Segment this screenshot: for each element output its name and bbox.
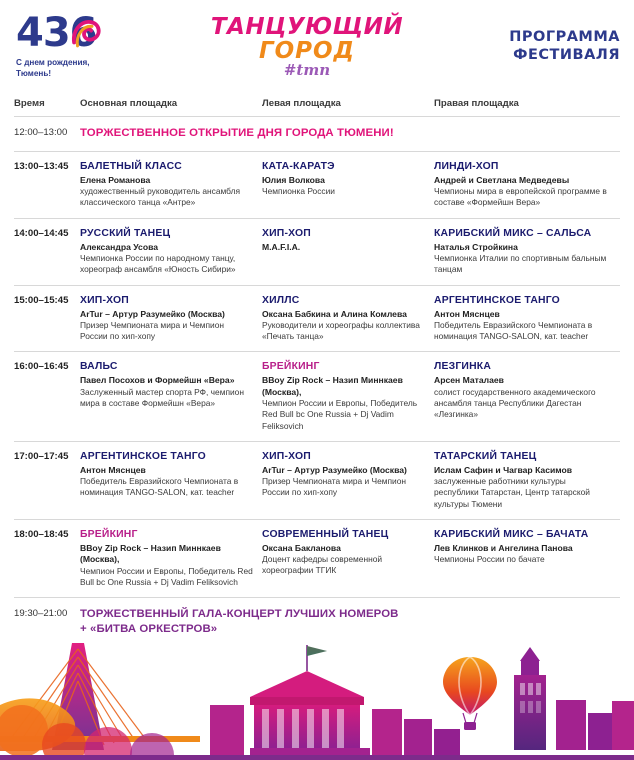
event-performer: BBoy Zip Rock – Назип Миннкаев (Москва),: [80, 542, 221, 565]
table-row: [14, 520, 620, 598]
table-row: [14, 152, 620, 219]
row-time: 17:00–17:45: [14, 450, 69, 462]
logo-subtitle-line2: Тюмень!: [16, 68, 52, 78]
event-description: Заслуженный мастер спорта РФ, чемпион мира в составе Формейшн «Вера»: [80, 386, 244, 408]
building: [372, 709, 402, 760]
poster-header: [0, 0, 634, 92]
event-title: БРЕЙКИНГ: [262, 361, 320, 373]
row-right-stage: [434, 528, 620, 588]
event-title: РУССКИЙ ТАНЕЦ: [80, 227, 171, 239]
opening-ceremony-row: [14, 117, 620, 152]
row-left-stage: [262, 450, 434, 510]
event-performer: Юлия Волкова: [262, 174, 325, 185]
row-left-stage: [262, 227, 434, 276]
event-description: Призер Чемпионата мира и Чемпион России по хип-хопу: [262, 476, 407, 498]
building: [556, 700, 586, 750]
event-description: Чемпионка Италии по спортивным бальным танцам: [434, 253, 607, 275]
event-description: Чемпионы мира в европейской программе в составе «Формейшн Вера»: [434, 186, 607, 208]
event-title: АРГЕНТИНСКОЕ ТАНГО: [80, 450, 206, 462]
row-time: 18:00–18:45: [14, 528, 69, 540]
program-heading-line2: ФЕСТИВАЛЯ: [513, 47, 620, 63]
event-description: заслуженные работники культуры республики Татарстан, Центр татарской культуры Тюмени: [434, 476, 590, 509]
gala-time: 19:30–21:00: [14, 608, 68, 620]
row-time: 15:00–15:45: [14, 294, 69, 306]
table-header-row: [14, 92, 620, 117]
row-time: 16:00–16:45: [14, 361, 69, 373]
event-description: Чемпионка России по народному танцу, хореограф ансамбля «Юность Сибири»: [80, 253, 236, 275]
row-right-stage: [434, 227, 620, 276]
event-performer: Наталья Стройкина: [434, 241, 518, 252]
event-performer: ArTur – Артур Разумейко (Москва): [80, 308, 225, 319]
row-left-stage: [262, 360, 434, 431]
event-description: Чемпион России и Европы, Победитель Red Bull bc One Russia + Dj Vadim Feliksovich: [80, 565, 253, 587]
event-description: Чемпионка России: [262, 186, 335, 197]
classical-building: [250, 645, 370, 760]
swirl-icon: [69, 17, 103, 51]
tower-building: [514, 647, 546, 750]
festival-title-line1: ТАНЦУЮЩИЙ: [210, 13, 404, 40]
event-description: Чемпионы России по бачате: [434, 554, 545, 565]
program-heading: [464, 28, 634, 64]
table-row: [14, 352, 620, 441]
row-main-stage: [80, 227, 262, 276]
event-description: Чемпион России и Европы, Победитель Red Bull bc One Russia + Dj Vadim Feliksovich: [262, 398, 418, 431]
event-title: КАРИБСКИЙ МИКС – БАЧАТА: [434, 528, 589, 540]
event-performer: Оксана Бакланова: [262, 542, 341, 553]
event-performer: Лев Клинков и Ангелина Панова: [434, 542, 573, 553]
event-title: КАРИБСКИЙ МИКС – САЛЬСА: [434, 227, 592, 239]
opening-time: 12:00–13:00: [14, 127, 68, 138]
event-title: ЛЕЗГИНКА: [434, 361, 492, 373]
opening-text: ТОРЖЕСТВЕННОЕ ОТКРЫТИЕ ДНЯ ГОРОДА ТЮМЕНИ!: [80, 127, 394, 139]
row-right-stage: [434, 450, 620, 510]
row-right-stage: [434, 294, 620, 343]
schedule-table: [0, 92, 634, 647]
event-performer: Антон Мяснцев: [80, 464, 146, 475]
festival-title: [150, 14, 464, 79]
row-time: 14:00–14:45: [14, 227, 69, 239]
program-heading-line1: ПРОГРАММА: [509, 28, 620, 45]
event-description: Победитель Евразийского Чемпионата в номинация TANGO-SALON, кат. teacher: [80, 476, 239, 498]
event-title: ХИП-ХОП: [262, 450, 311, 462]
building: [404, 719, 432, 760]
column-header-time: Время: [14, 98, 45, 109]
row-left-stage: [262, 528, 434, 588]
logo-subtitle: [16, 58, 150, 79]
event-description: художественный руководитель ансамбля классического танца «Антре»: [80, 186, 241, 208]
event-title: АРГЕНТИНСКОЕ ТАНГО: [434, 294, 560, 306]
gala-text-line1: ТОРЖЕСТВЕННЫЙ ГАЛА-КОНЦЕРТ ЛУЧШИХ НОМЕРОВ: [80, 608, 399, 621]
row-right-stage: [434, 160, 620, 209]
column-header-right-stage: Правая площадка: [434, 98, 519, 109]
row-time: 13:00–13:45: [14, 160, 69, 172]
event-performer: Арсен Маталаев: [434, 375, 504, 386]
column-header-main-stage: Основная площадка: [80, 98, 178, 109]
logo-number: 436: [16, 10, 97, 57]
event-title: ХИЛЛС: [262, 294, 300, 306]
event-description: Доцент кафедры современной хореографии ТГИК: [262, 554, 383, 576]
column-header-left-stage: Левая площадка: [262, 98, 341, 109]
event-title: БРЕЙКИНГ: [80, 528, 138, 540]
hot-air-balloon: [443, 657, 497, 730]
event-performer: BBoy Zip Rock – Назип Миннкаев (Москва),: [262, 375, 403, 397]
event-title: ВАЛЬС: [80, 361, 118, 373]
event-performer: M.A.F.I.A.: [262, 241, 301, 252]
row-main-stage: [80, 450, 262, 510]
event-title: ТАТАРСКИЙ ТАНЕЦ: [434, 450, 537, 462]
event-performer: Елена Романова: [80, 174, 151, 185]
event-description: Победитель Евразийского Чемпионата в номинация TANGO-SALON, кат. teacher: [434, 319, 593, 342]
building: [210, 705, 244, 760]
event-description: солист государственного академического ансамбля танца Республики Дагестан «Лезгинка»: [434, 386, 596, 420]
building: [612, 701, 634, 750]
festival-hashtag: #tmn: [283, 60, 331, 79]
event-title: БАЛЕТНЫЙ КЛАСС: [80, 160, 182, 172]
event-performer: Ислам Сафин и Чагвар Касимов: [434, 464, 573, 475]
row-main-stage: [80, 294, 262, 343]
event-title: СОВРЕМЕННЫЙ ТАНЕЦ: [262, 528, 389, 540]
row-right-stage: [434, 360, 620, 431]
table-row: [14, 286, 620, 353]
event-title: ХИП-ХОП: [262, 227, 311, 239]
table-row: [14, 219, 620, 286]
event-performer: Оксана Бабкина и Алина Комлева: [262, 308, 407, 319]
row-main-stage: [80, 528, 262, 588]
logo-subtitle-line1: С днем рождения,: [16, 58, 90, 68]
table-row: [14, 442, 620, 520]
row-main-stage: [80, 360, 262, 431]
event-performer: Павел Посохов и Формейшн «Вера»: [80, 375, 235, 386]
row-left-stage: [262, 294, 434, 343]
gala-text-line2: + «БИТВА ОРКЕСТРОВ»: [80, 622, 218, 635]
event-performer: Антон Мяснцев: [434, 308, 500, 319]
city-skyline-illustration: [0, 605, 634, 760]
event-title: ЛИНДИ-ХОП: [434, 160, 499, 172]
event-performer: Александра Усова: [80, 241, 159, 252]
event-performer: ArTur – Артур Разумейко (Москва): [262, 464, 407, 475]
event-description: Призер Чемпионата мира и Чемпион России по хип-хопу: [80, 319, 225, 342]
anniversary-logo: [0, 10, 150, 79]
event-description: Руководители и хореографы коллектива «Печать танца»: [262, 319, 420, 342]
row-left-stage: [262, 160, 434, 209]
building: [588, 713, 614, 750]
event-title: КАТА-КАРАТЭ: [262, 160, 335, 172]
festival-title-line2: ГОРОД: [258, 37, 356, 64]
row-main-stage: [80, 160, 262, 209]
event-performer: Андрей и Светлана Медведевы: [434, 174, 570, 185]
event-title: ХИП-ХОП: [80, 294, 129, 306]
